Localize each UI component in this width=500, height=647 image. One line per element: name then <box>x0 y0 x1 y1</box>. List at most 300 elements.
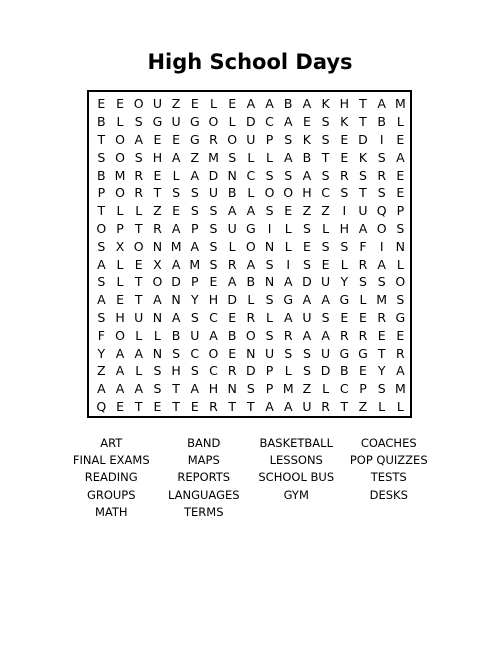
word-list-item: LESSONS <box>269 453 323 468</box>
grid-letter: R <box>227 256 237 272</box>
grid-letter: R <box>321 398 330 414</box>
grid-letter: S <box>134 149 143 165</box>
grid-letter: I <box>342 203 347 219</box>
grid-letter: L <box>228 114 236 130</box>
grid-letter: E <box>359 363 367 379</box>
grid-letter: R <box>396 345 405 361</box>
grid-letter: S <box>190 185 199 201</box>
grid-letter: S <box>340 185 349 201</box>
grid-letter: L <box>135 203 143 219</box>
grid-letter: O <box>115 149 125 165</box>
grid-letter: E <box>340 149 349 165</box>
grid-letter: C <box>190 345 200 361</box>
grid-letter: L <box>284 220 292 236</box>
grid-letter: G <box>246 220 256 236</box>
grid-letter: H <box>115 309 125 325</box>
grid-letter: E <box>190 96 199 112</box>
grid-letter: S <box>97 309 106 325</box>
word-list-item: GROUPS <box>86 487 136 502</box>
grid-letter: U <box>246 131 256 147</box>
grid-letter: A <box>115 381 125 397</box>
grid-letter: G <box>358 345 368 361</box>
grid-letter: R <box>134 185 144 201</box>
grid-letter: R <box>134 167 144 183</box>
grid-letter: A <box>115 345 125 361</box>
grid-letter: L <box>116 203 124 219</box>
grid-letter: S <box>302 363 311 379</box>
grid-letter: T <box>172 381 180 397</box>
grid-letter: S <box>246 381 255 397</box>
grid-letter: T <box>321 149 330 165</box>
grid-letter: S <box>284 131 293 147</box>
grid-letter: A <box>283 309 293 325</box>
grid-letter: P <box>116 220 124 236</box>
grid-letter: S <box>209 203 218 219</box>
grid-letter: L <box>266 149 274 165</box>
grid-letter: L <box>396 256 404 272</box>
grid-letter: O <box>376 220 387 236</box>
grid-letter: L <box>247 185 255 201</box>
grid-letter: U <box>302 309 312 325</box>
grid-letter: Z <box>190 149 200 165</box>
grid-letter: U <box>302 398 312 414</box>
grid-letter: U <box>264 345 275 361</box>
grid-letter: U <box>208 185 219 201</box>
grid-letter: E <box>172 131 181 147</box>
grid-letter: B <box>227 327 237 343</box>
grid-letter: E <box>396 185 405 201</box>
grid-letter: L <box>284 363 292 379</box>
grid-letter: U <box>171 114 181 130</box>
grid-letter: E <box>228 309 237 325</box>
grid-letter: Z <box>302 381 312 397</box>
grid-letter: E <box>302 114 311 130</box>
grid-letter: M <box>170 238 182 254</box>
grid-letter: K <box>321 96 330 112</box>
grid-letter: A <box>115 363 125 379</box>
grid-letter: A <box>97 381 106 397</box>
grid-letter: A <box>396 149 405 165</box>
grid-letter: L <box>228 238 236 254</box>
grid-letter: H <box>208 381 219 397</box>
grid-letter: L <box>116 256 124 272</box>
grid-letter: N <box>152 309 163 325</box>
grid-letter: S <box>228 149 237 165</box>
grid-letter: S <box>377 149 386 165</box>
word-list-item: REPORTS <box>177 470 231 485</box>
grid-letter: A <box>377 256 386 272</box>
grid-letter: S <box>153 363 162 379</box>
word-list-item: GYM <box>283 487 309 502</box>
grid-letter: E <box>396 131 405 147</box>
grid-letter: D <box>320 363 331 379</box>
grid-letter: A <box>97 292 106 308</box>
grid-letter: S <box>377 274 386 290</box>
grid-letter: Q <box>96 398 107 414</box>
grid-letter: A <box>283 274 293 290</box>
word-list-item: COACHES <box>360 436 417 450</box>
grid-letter: C <box>321 185 330 201</box>
grid-letter: G <box>339 345 350 361</box>
grid-letter: A <box>246 203 256 219</box>
grid-letter: X <box>115 238 125 254</box>
grid-letter: D <box>208 167 219 183</box>
grid-letter: B <box>377 114 386 130</box>
grid-letter: S <box>377 185 386 201</box>
grid-letter: A <box>171 149 181 165</box>
grid-letter: L <box>322 381 330 397</box>
grid-letter: E <box>396 167 405 183</box>
grid-letter: Q <box>376 203 387 219</box>
word-list-item: FINAL EXAMS <box>72 453 150 468</box>
grid-letter: A <box>134 131 143 147</box>
grid-letter: R <box>339 167 349 183</box>
grid-letter: A <box>283 398 293 414</box>
word-list-item: BASKETBALL <box>259 436 333 450</box>
grid-letter: R <box>209 131 218 147</box>
grid-letter: P <box>191 274 199 290</box>
grid-letter: P <box>265 131 274 147</box>
grid-letter: S <box>134 114 143 130</box>
grid-letter: A <box>227 203 237 219</box>
grid-letter: E <box>172 203 181 219</box>
grid-letter: A <box>171 256 181 272</box>
grid-letter: U <box>227 220 237 236</box>
grid-letter: K <box>340 114 349 130</box>
grid-letter: O <box>208 114 219 130</box>
grid-letter: S <box>321 131 330 147</box>
grid-letter: S <box>284 167 293 183</box>
grid-letter: I <box>379 131 384 147</box>
grid-letter: D <box>246 114 256 130</box>
grid-letter: I <box>286 256 291 272</box>
grid-letter: S <box>265 203 274 219</box>
grid-letter: F <box>359 238 367 254</box>
grid-letter: T <box>153 185 162 201</box>
grid-letter: S <box>302 220 311 236</box>
grid-letter: O <box>245 327 256 343</box>
grid-letter: O <box>115 185 125 201</box>
grid-letter: S <box>97 238 106 254</box>
grid-letter: O <box>96 220 107 236</box>
grid-letter: A <box>321 327 330 343</box>
grid-letter: Y <box>190 292 199 308</box>
grid-letter: B <box>97 114 106 130</box>
grid-letter: A <box>171 220 181 236</box>
grid-letter: H <box>208 292 219 308</box>
grid-letter: Y <box>377 363 386 379</box>
grid-letter: Z <box>171 96 181 112</box>
grid-letter: M <box>208 149 219 165</box>
grid-letter: L <box>172 167 180 183</box>
grid-letter: O <box>115 131 125 147</box>
grid-letter: T <box>359 185 367 201</box>
grid-letter: O <box>227 131 238 147</box>
grid-letter: E <box>190 398 199 414</box>
grid-letter: B <box>171 327 181 343</box>
word-list-item: ART <box>100 436 123 450</box>
grid-letter: U <box>358 203 368 219</box>
grid-letter: R <box>283 327 293 343</box>
grid-letter: L <box>209 96 217 112</box>
grid-letter: L <box>247 292 255 308</box>
grid-letter: H <box>339 96 349 112</box>
grid-letter: E <box>153 398 162 414</box>
grid-letter: U <box>152 96 162 112</box>
grid-letter: H <box>171 363 181 379</box>
grid-letter: S <box>396 292 405 308</box>
grid-letter: I <box>379 238 384 254</box>
grid-letter: O <box>208 345 219 361</box>
grid-letter: P <box>396 203 405 219</box>
word-list <box>65 436 435 519</box>
grid-letter: A <box>377 96 386 112</box>
grid-letter: Z <box>302 203 312 219</box>
grid-letter: A <box>134 381 143 397</box>
grid-letter: L <box>340 256 348 272</box>
grid-letter: E <box>377 327 386 343</box>
grid-letter: L <box>266 309 274 325</box>
grid-letter: B <box>97 167 106 183</box>
grid-letter: B <box>339 363 349 379</box>
grid-letter: S <box>209 238 218 254</box>
grid-letter: T <box>134 292 143 308</box>
grid-letter: A <box>396 363 405 379</box>
grid-letter: S <box>359 167 367 183</box>
grid-letter: A <box>246 256 256 272</box>
grid-letter: A <box>190 381 200 397</box>
grid-letter: E <box>153 167 162 183</box>
grid-letter: S <box>396 220 405 236</box>
grid-letter: E <box>153 131 162 147</box>
grid-letter: T <box>247 398 255 414</box>
grid-letter: S <box>97 274 106 290</box>
grid-letter: N <box>264 274 275 290</box>
grid-letter: S <box>265 327 274 343</box>
grid-letter: T <box>134 398 143 414</box>
grid-letter: E <box>209 274 218 290</box>
word-list-item: TESTS <box>370 470 407 485</box>
grid-letter: U <box>190 327 200 343</box>
grid-letter: S <box>377 381 386 397</box>
grid-letter: L <box>116 274 124 290</box>
grid-letter: T <box>228 398 236 414</box>
grid-letter: C <box>339 381 349 397</box>
grid-letter: L <box>359 292 367 308</box>
grid-letter: B <box>246 274 256 290</box>
grid-letter: T <box>97 131 106 147</box>
grid-letter: S <box>321 238 330 254</box>
grid-letter: A <box>265 96 274 112</box>
word-list-item: DESKS <box>369 487 408 502</box>
grid-letter: O <box>115 327 125 343</box>
grid-letter: M <box>376 292 388 308</box>
word-list-item: BAND <box>187 436 221 450</box>
grid-letter: S <box>321 114 330 130</box>
grid-letter: D <box>171 274 181 290</box>
grid-letter: T <box>97 203 106 219</box>
grid-letter: K <box>302 131 311 147</box>
letter-grid <box>92 95 410 415</box>
grid-letter: L <box>135 327 143 343</box>
grid-letter: R <box>227 363 237 379</box>
grid-letter: A <box>358 220 368 236</box>
grid-letter: T <box>172 398 180 414</box>
grid-letter: E <box>134 256 143 272</box>
grid-letter: S <box>321 167 330 183</box>
grid-letter: R <box>358 256 368 272</box>
grid-letter: D <box>358 131 368 147</box>
grid-letter: E <box>116 398 124 414</box>
grid-letter: Y <box>97 345 106 361</box>
grid-letter: A <box>302 167 312 183</box>
grid-letter: E <box>340 309 349 325</box>
grid-letter: T <box>359 96 367 112</box>
grid-letter: P <box>191 220 199 236</box>
grid-letter: A <box>190 167 200 183</box>
grid-letter: N <box>395 238 406 254</box>
puzzle-title: High School Days <box>147 50 353 74</box>
grid-letter: S <box>97 149 106 165</box>
grid-letter: B <box>302 149 312 165</box>
grid-letter: B <box>227 185 237 201</box>
grid-letter: N <box>152 238 163 254</box>
grid-letter: A <box>134 345 143 361</box>
grid-letter: E <box>396 327 405 343</box>
grid-letter: S <box>284 345 293 361</box>
grid-letter: E <box>321 256 330 272</box>
grid-letter: K <box>358 149 368 165</box>
grid-letter: E <box>97 96 106 112</box>
grid-letter: E <box>302 238 311 254</box>
grid-letter: A <box>283 149 293 165</box>
grid-letter: A <box>302 96 312 112</box>
grid-letter: O <box>283 185 294 201</box>
grid-letter: H <box>339 220 349 236</box>
grid-letter: O <box>133 238 144 254</box>
word-list-item: MATH <box>94 504 128 519</box>
grid-letter: S <box>265 256 274 272</box>
grid-letter: A <box>153 292 162 308</box>
grid-letter: G <box>189 114 200 130</box>
grid-letter: R <box>377 167 386 183</box>
grid-letter: A <box>209 327 218 343</box>
grid-letter: N <box>246 345 256 361</box>
grid-letter: U <box>134 309 144 325</box>
grid-letter: S <box>190 363 199 379</box>
grid-letter: C <box>246 167 256 183</box>
grid-letter: L <box>153 327 161 343</box>
grid-letter: S <box>302 256 311 272</box>
grid-letter: D <box>246 363 256 379</box>
grid-letter: N <box>264 238 275 254</box>
grid-letter: G <box>283 292 294 308</box>
grid-letter: L <box>135 363 143 379</box>
grid-letter: P <box>265 363 274 379</box>
grid-letter: Z <box>97 363 106 379</box>
grid-letter: A <box>265 398 274 414</box>
grid-letter: T <box>340 398 349 414</box>
grid-letter: B <box>283 96 293 112</box>
grid-letter: T <box>359 114 367 130</box>
grid-letter: S <box>302 345 311 361</box>
grid-letter: O <box>395 274 406 290</box>
grid-letter: L <box>378 398 386 414</box>
grid-letter: I <box>267 220 272 236</box>
grid-letter: S <box>172 185 181 201</box>
word-list-item: TERMS <box>183 504 224 519</box>
word-list-item: READING <box>84 470 138 485</box>
grid-letter: L <box>116 114 124 130</box>
grid-letter: H <box>152 149 163 165</box>
grid-letter: M <box>114 167 126 183</box>
grid-letter: S <box>359 274 367 290</box>
grid-letter: R <box>153 220 162 236</box>
grid-letter: O <box>245 238 256 254</box>
grid-letter: N <box>227 381 237 397</box>
grid-letter: D <box>227 292 237 308</box>
grid-letter: C <box>209 309 218 325</box>
grid-letter: C <box>209 363 218 379</box>
grid-letter: G <box>152 114 163 130</box>
grid-letter: P <box>265 381 274 397</box>
grid-letter: E <box>359 309 367 325</box>
grid-letter: G <box>395 309 406 325</box>
grid-letter: L <box>247 149 255 165</box>
grid-letter: A <box>246 96 256 112</box>
grid-letter: R <box>358 327 368 343</box>
grid-letter: S <box>209 256 218 272</box>
grid-letter: S <box>190 203 199 219</box>
grid-letter: P <box>359 381 367 397</box>
grid-letter: E <box>116 96 124 112</box>
grid-letter: U <box>321 274 331 290</box>
grid-letter: O <box>264 185 275 201</box>
grid-letter: N <box>227 167 237 183</box>
grid-letter: F <box>97 327 105 343</box>
grid-letter: T <box>134 220 143 236</box>
grid-letter: N <box>152 345 163 361</box>
grid-letter: A <box>227 274 237 290</box>
grid-letter: S <box>190 309 199 325</box>
grid-letter: Z <box>358 398 368 414</box>
grid-letter: O <box>133 96 144 112</box>
grid-letter: R <box>377 309 386 325</box>
grid-letter: M <box>394 96 406 112</box>
grid-letter: A <box>302 292 312 308</box>
grid-letter: L <box>396 114 404 130</box>
grid-letter: P <box>97 185 106 201</box>
grid-letter: Z <box>321 203 330 219</box>
grid-letter: A <box>97 256 106 272</box>
grid-letter: M <box>282 381 294 397</box>
grid-letter: A <box>302 327 312 343</box>
grid-letter: E <box>116 292 124 308</box>
grid-letter: Z <box>153 203 162 219</box>
grid-letter: H <box>302 185 312 201</box>
grid-letter: G <box>189 131 200 147</box>
grid-letter: T <box>134 274 143 290</box>
grid-letter: S <box>172 345 181 361</box>
grid-letter: L <box>284 238 292 254</box>
grid-letter: X <box>153 256 162 272</box>
grid-letter: T <box>377 345 386 361</box>
grid-letter: R <box>209 398 218 414</box>
grid-letter: S <box>321 309 330 325</box>
grid-letter: O <box>152 274 163 290</box>
grid-letter: S <box>265 167 274 183</box>
grid-letter: E <box>228 96 237 112</box>
